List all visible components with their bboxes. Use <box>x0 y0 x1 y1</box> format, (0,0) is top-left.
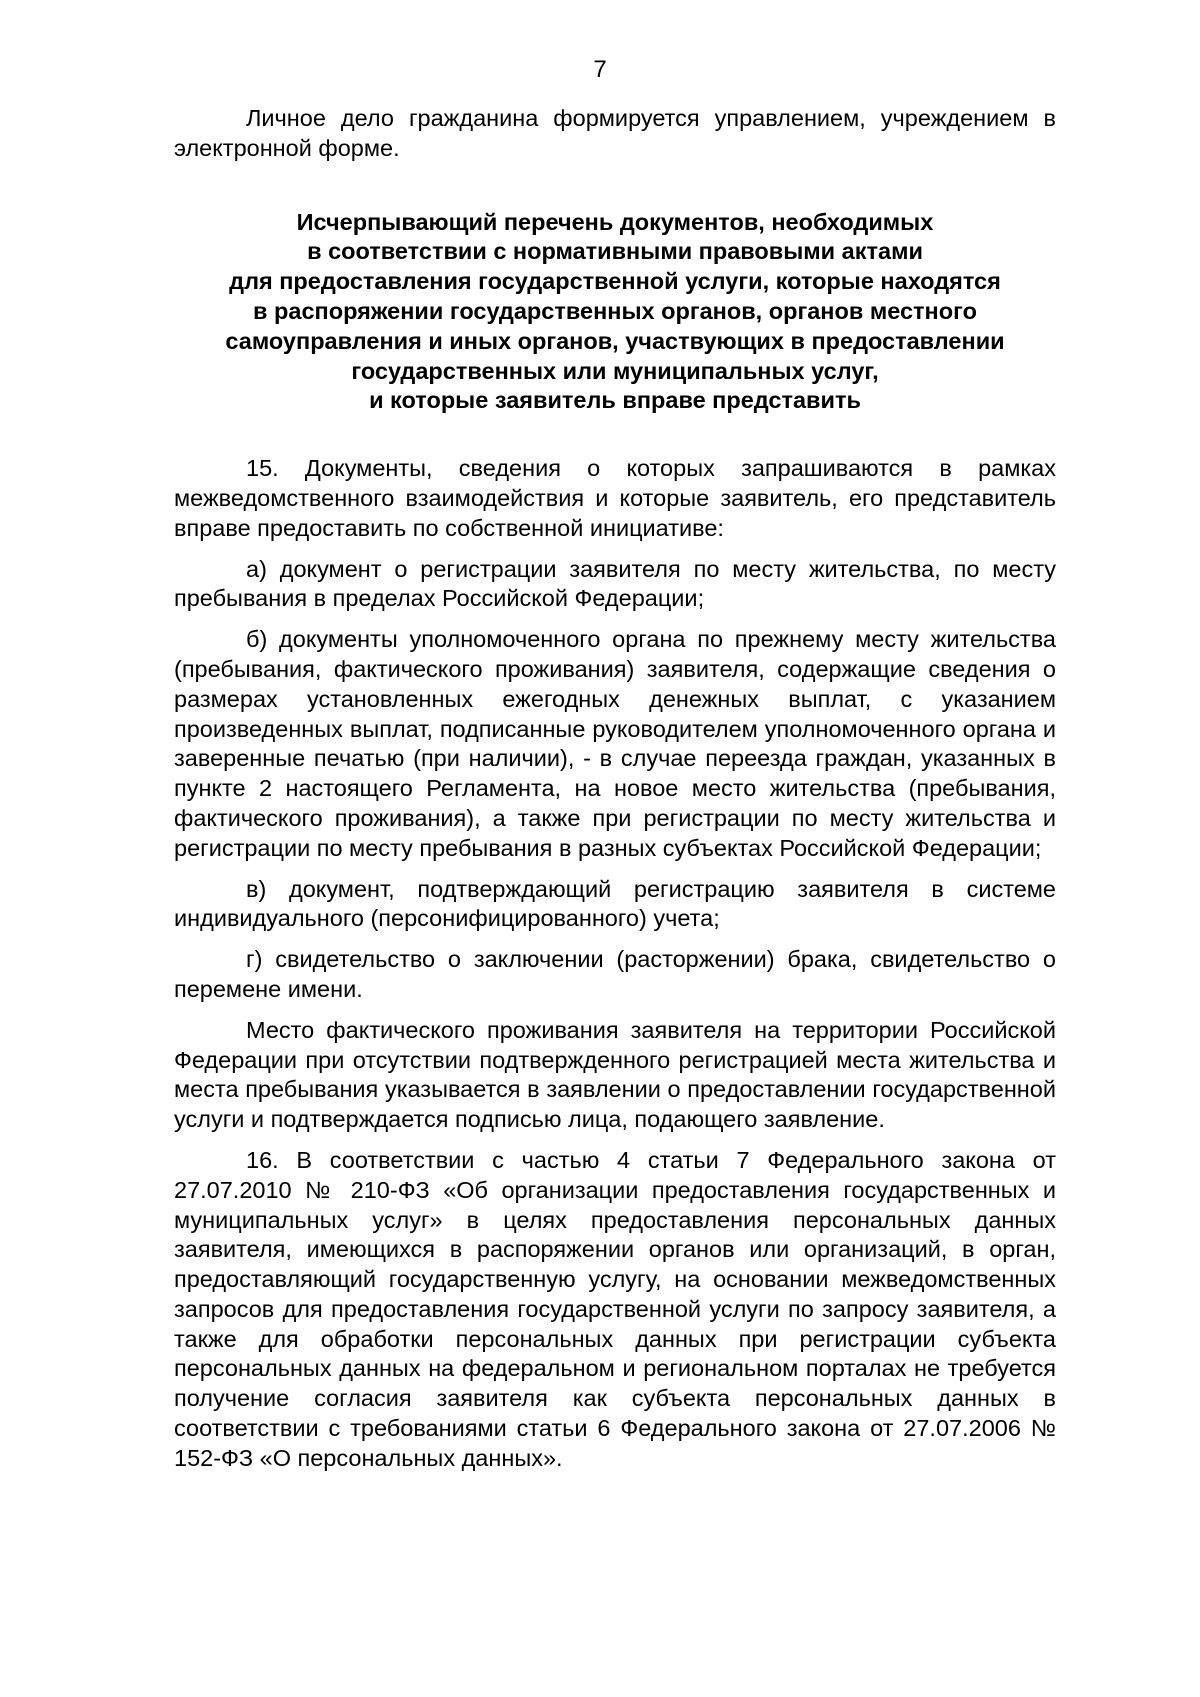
heading-line: в соответствии с нормативными правовыми актами <box>307 238 923 265</box>
heading-line: Исчерпывающий перечень документов, необходимых <box>296 208 934 235</box>
item-v: в) документ, подтверждающий регистрацию заявителя в системе индивидуального (персонифицированного) учета; <box>174 875 1056 932</box>
intro-paragraph: Личное дело гражданина формируется управлением, учреждением в электронной форме. <box>174 105 1056 161</box>
paragraph-16: 16. В соответствии с частью 4 статьи 7 Федерального закона от 27.07.2010 № 210-ФЗ «Об организации предоставления государственных и муниципальных услуг» в целях предоставления персональных данных заявителя, имеющихся в распоряжении органов или организаций, в орган, предоставляющий государственную услугу, на основании межведомственных запросов для предоставления государственной услуги по запросу заявителя, а также для обработки персональных данных при регистрации субъекта персональных данных на федеральном и региональном порталах не требуется получение согласия заявителя как субъекта персональных данных в соответствии с требованиями статьи 6 Федерального закона от 27.07.2006 № 152-ФЗ «О персональных данных». <box>174 1146 1056 1471</box>
heading-line: государственных или муниципальных услуг, <box>351 357 879 384</box>
residence-paragraph: Место фактического проживания заявителя на территории Российской Федерации при отсутствии подтвержденного регистрацией места жительства и места пребывания указывается в заявлении о предоставлении государственной услуги и подтверждается подписью лица, подающего заявление. <box>174 1016 1056 1133</box>
heading-line: самоуправления и иных органов, участвующих в предоставлении <box>225 327 1005 354</box>
section-heading <box>174 208 1056 417</box>
item-g: г) свидетельство о заключении (расторжении) брака, свидетельство о перемене имени. <box>174 946 1056 1002</box>
heading-line: и которые заявитель вправе представить <box>369 387 861 414</box>
page-number: 7 <box>593 56 607 83</box>
paragraph-15: 15. Документы, сведения о которых запрашиваются в рамках межведомственного взаимодействия и которые заявитель, его представитель вправе предоставить по собственной инициативе: <box>174 455 1056 541</box>
item-b: б) документы уполномоченного органа по прежнему месту жительства (пребывания, фактического проживания) заявителя, содержащие сведения о размерах установленных ежегодных денежных выплат, с указанием произведенных выплат, подписанные руководителем уполномоченного органа и заверенные печатью (при наличии), - в случае переезда граждан, указанных в пункте 2 настоящего Регламента, на новое место жительства (пребывания, фактического проживания), а также при регистрации по месту жительства и регистрации по месту пребывания в разных субъектах Российской Федерации; <box>174 626 1056 861</box>
item-a: а) документ о регистрации заявителя по месту жительства, по месту пребывания в пределах Российской Федерации; <box>174 555 1056 612</box>
page-content <box>174 104 1056 1485</box>
heading-line: для предоставления государственной услуги, которые находятся <box>229 268 1001 295</box>
heading-line: в распоряжении государственных органов, органов местного <box>253 297 977 324</box>
